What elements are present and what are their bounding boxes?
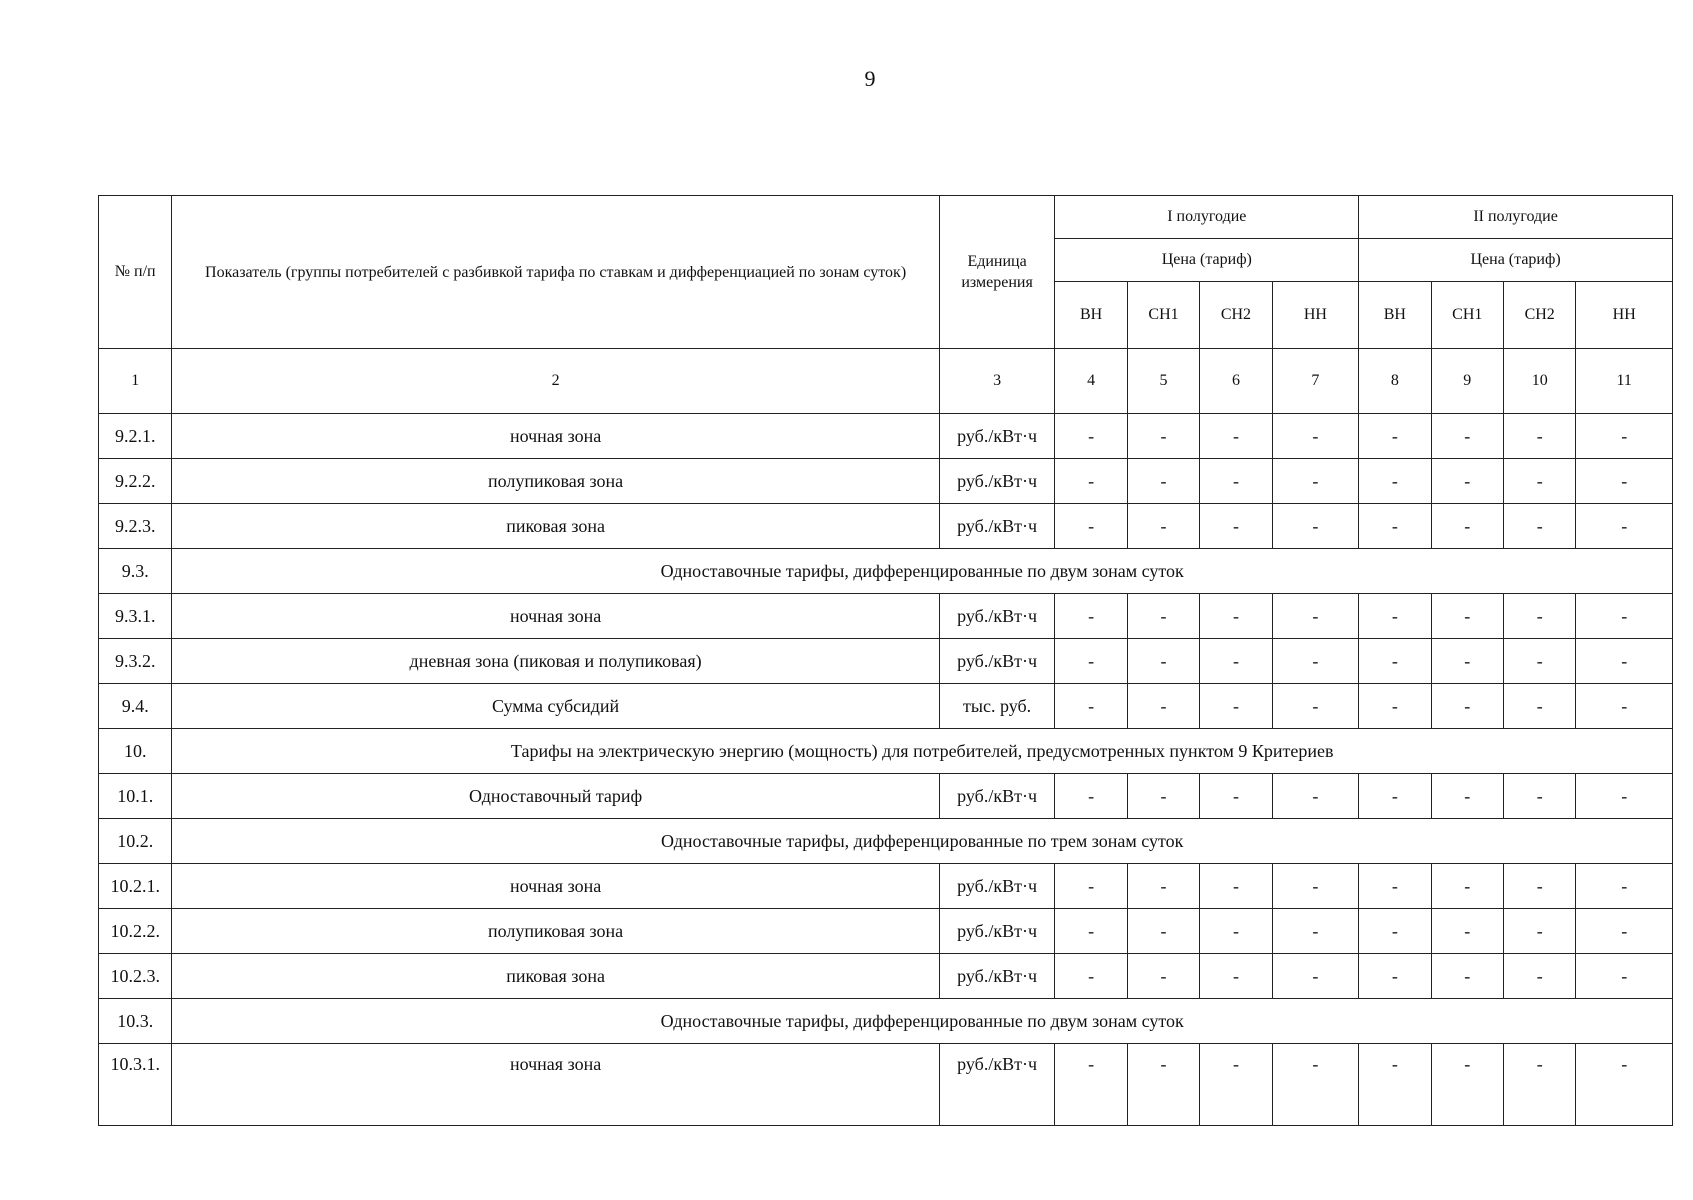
row-value: - — [1055, 909, 1127, 954]
row-value: - — [1272, 504, 1359, 549]
row-number: 10. — [99, 729, 172, 774]
row-section-title: Одноставочные тарифы, дифференцированные по трем зонам суток — [172, 819, 1673, 864]
table-row — [99, 1044, 1673, 1126]
row-value: - — [1055, 684, 1127, 729]
table-row — [99, 504, 1673, 549]
row-value: - — [1200, 414, 1272, 459]
column-number: 11 — [1576, 349, 1673, 414]
row-number: 9.2.1. — [99, 414, 172, 459]
row-value: - — [1503, 639, 1575, 684]
row-value: - — [1576, 864, 1673, 909]
row-value: - — [1055, 459, 1127, 504]
table-row — [99, 684, 1673, 729]
row-unit: руб./кВт·ч — [939, 864, 1055, 909]
row-value: - — [1359, 1044, 1431, 1126]
row-indicator: ночная зона — [172, 864, 939, 909]
row-value: - — [1359, 684, 1431, 729]
row-number: 9.2.3. — [99, 504, 172, 549]
row-value: - — [1200, 504, 1272, 549]
row-number: 10.2.1. — [99, 864, 172, 909]
row-value: - — [1200, 954, 1272, 999]
table-row — [99, 954, 1673, 999]
column-number: 2 — [172, 349, 939, 414]
row-indicator: полупиковая зона — [172, 909, 939, 954]
row-indicator: ночная зона — [172, 594, 939, 639]
row-value: - — [1503, 774, 1575, 819]
row-value: - — [1503, 504, 1575, 549]
header-level: ВН — [1055, 282, 1127, 349]
row-value: - — [1503, 864, 1575, 909]
row-unit: руб./кВт·ч — [939, 459, 1055, 504]
header-num: № п/п — [99, 196, 172, 349]
row-value: - — [1127, 639, 1199, 684]
row-unit: руб./кВт·ч — [939, 909, 1055, 954]
row-value: - — [1272, 864, 1359, 909]
row-value: - — [1127, 909, 1199, 954]
row-value: - — [1272, 414, 1359, 459]
row-value: - — [1200, 1044, 1272, 1126]
table-row — [99, 414, 1673, 459]
column-number: 4 — [1055, 349, 1127, 414]
column-number-row — [99, 349, 1673, 414]
row-value: - — [1127, 864, 1199, 909]
row-value: - — [1576, 1044, 1673, 1126]
page-number: 9 — [864, 66, 876, 91]
row-value: - — [1272, 954, 1359, 999]
row-number: 10.2.2. — [99, 909, 172, 954]
row-value: - — [1055, 414, 1127, 459]
header-level: СН2 — [1200, 282, 1272, 349]
row-number: 10.1. — [99, 774, 172, 819]
header-price-half2: Цена (тариф) — [1359, 239, 1673, 282]
table-row — [99, 864, 1673, 909]
header-indicator: Показатель (группы потребителей с разбивкой тарифа по ставкам и дифференциацией по зонам суток) — [172, 196, 939, 349]
header-level: СН1 — [1431, 282, 1503, 349]
row-value: - — [1055, 954, 1127, 999]
row-indicator: пиковая зона — [172, 954, 939, 999]
row-number: 9.4. — [99, 684, 172, 729]
row-number: 9.3.1. — [99, 594, 172, 639]
table-row — [99, 459, 1673, 504]
row-value: - — [1127, 1044, 1199, 1126]
row-value: - — [1055, 504, 1127, 549]
row-value: - — [1055, 1044, 1127, 1126]
row-unit: руб./кВт·ч — [939, 414, 1055, 459]
header-level: ВН — [1359, 282, 1431, 349]
row-value: - — [1431, 909, 1503, 954]
row-value: - — [1576, 504, 1673, 549]
row-value: - — [1503, 414, 1575, 459]
row-indicator: Сумма субсидий — [172, 684, 939, 729]
table-row — [99, 909, 1673, 954]
row-section-title: Одноставочные тарифы, дифференцированные по двум зонам суток — [172, 549, 1673, 594]
row-value: - — [1200, 459, 1272, 504]
row-value: - — [1359, 909, 1431, 954]
row-value: - — [1127, 684, 1199, 729]
row-value: - — [1431, 414, 1503, 459]
column-number: 3 — [939, 349, 1055, 414]
column-number: 5 — [1127, 349, 1199, 414]
column-number: 10 — [1503, 349, 1575, 414]
row-number: 10.3. — [99, 999, 172, 1044]
row-unit: руб./кВт·ч — [939, 594, 1055, 639]
row-value: - — [1127, 459, 1199, 504]
header-half1: I полугодие — [1055, 196, 1359, 239]
row-value: - — [1272, 459, 1359, 504]
row-section-title: Одноставочные тарифы, дифференцированные по двум зонам суток — [172, 999, 1673, 1044]
row-value: - — [1200, 864, 1272, 909]
row-value: - — [1576, 639, 1673, 684]
header-price-half1: Цена (тариф) — [1055, 239, 1359, 282]
row-value: - — [1359, 774, 1431, 819]
row-value: - — [1576, 774, 1673, 819]
row-value: - — [1272, 594, 1359, 639]
row-value: - — [1359, 414, 1431, 459]
row-value: - — [1503, 594, 1575, 639]
row-value: - — [1503, 1044, 1575, 1126]
row-value: - — [1272, 1044, 1359, 1126]
row-value: - — [1503, 954, 1575, 999]
table-row — [99, 594, 1673, 639]
row-unit: руб./кВт·ч — [939, 954, 1055, 999]
row-value: - — [1359, 594, 1431, 639]
section-row — [99, 729, 1673, 774]
row-value: - — [1055, 864, 1127, 909]
row-value: - — [1431, 1044, 1503, 1126]
row-value: - — [1576, 414, 1673, 459]
row-value: - — [1055, 594, 1127, 639]
column-number: 8 — [1359, 349, 1431, 414]
table-row — [99, 774, 1673, 819]
row-value: - — [1200, 684, 1272, 729]
row-value: - — [1272, 909, 1359, 954]
row-value: - — [1431, 954, 1503, 999]
row-value: - — [1576, 909, 1673, 954]
row-value: - — [1576, 594, 1673, 639]
header-level: НН — [1272, 282, 1359, 349]
row-value: - — [1431, 864, 1503, 909]
tariff-table — [98, 195, 1673, 1126]
row-value: - — [1359, 954, 1431, 999]
row-value: - — [1055, 639, 1127, 684]
header-level: СН1 — [1127, 282, 1199, 349]
row-unit: руб./кВт·ч — [939, 1044, 1055, 1126]
row-value: - — [1127, 414, 1199, 459]
header-level: НН — [1576, 282, 1673, 349]
row-value: - — [1576, 954, 1673, 999]
column-number: 9 — [1431, 349, 1503, 414]
row-value: - — [1359, 459, 1431, 504]
row-value: - — [1503, 909, 1575, 954]
section-row — [99, 549, 1673, 594]
row-value: - — [1200, 639, 1272, 684]
row-value: - — [1272, 639, 1359, 684]
row-indicator: ночная зона — [172, 1044, 939, 1126]
row-value: - — [1272, 774, 1359, 819]
section-row — [99, 999, 1673, 1044]
row-value: - — [1576, 684, 1673, 729]
table-body — [99, 414, 1673, 1126]
table-row — [99, 639, 1673, 684]
row-indicator: полупиковая зона — [172, 459, 939, 504]
header-unit: Единица измерения — [939, 196, 1055, 349]
row-number: 10.2.3. — [99, 954, 172, 999]
row-value: - — [1127, 594, 1199, 639]
column-number: 1 — [99, 349, 172, 414]
row-value: - — [1272, 684, 1359, 729]
row-value: - — [1127, 504, 1199, 549]
row-value: - — [1359, 639, 1431, 684]
row-unit: руб./кВт·ч — [939, 774, 1055, 819]
row-value: - — [1200, 774, 1272, 819]
row-unit: руб./кВт·ч — [939, 504, 1055, 549]
column-number: 7 — [1272, 349, 1359, 414]
row-unit: тыс. руб. — [939, 684, 1055, 729]
row-value: - — [1127, 774, 1199, 819]
header-level: СН2 — [1503, 282, 1575, 349]
row-indicator: пиковая зона — [172, 504, 939, 549]
row-value: - — [1200, 909, 1272, 954]
row-value: - — [1431, 639, 1503, 684]
header-half2: II полугодие — [1359, 196, 1673, 239]
row-value: - — [1431, 684, 1503, 729]
row-value: - — [1055, 774, 1127, 819]
row-value: - — [1359, 504, 1431, 549]
row-number: 9.2.2. — [99, 459, 172, 504]
row-value: - — [1359, 864, 1431, 909]
row-value: - — [1503, 684, 1575, 729]
row-indicator: ночная зона — [172, 414, 939, 459]
column-number: 6 — [1200, 349, 1272, 414]
row-number: 9.3. — [99, 549, 172, 594]
row-indicator: Одноставочный тариф — [172, 774, 939, 819]
row-number: 9.3.2. — [99, 639, 172, 684]
row-value: - — [1576, 459, 1673, 504]
section-row — [99, 819, 1673, 864]
row-section-title: Тарифы на электрическую энергию (мощность) для потребителей, предусмотренных пунктом 9 Критериев — [172, 729, 1673, 774]
row-number: 10.2. — [99, 819, 172, 864]
row-value: - — [1431, 504, 1503, 549]
row-value: - — [1431, 774, 1503, 819]
row-value: - — [1431, 594, 1503, 639]
row-value: - — [1127, 954, 1199, 999]
row-value: - — [1431, 459, 1503, 504]
row-indicator: дневная зона (пиковая и полупиковая) — [172, 639, 939, 684]
table-header — [99, 196, 1673, 414]
row-number: 10.3.1. — [99, 1044, 172, 1126]
row-value: - — [1503, 459, 1575, 504]
row-value: - — [1200, 594, 1272, 639]
row-unit: руб./кВт·ч — [939, 639, 1055, 684]
